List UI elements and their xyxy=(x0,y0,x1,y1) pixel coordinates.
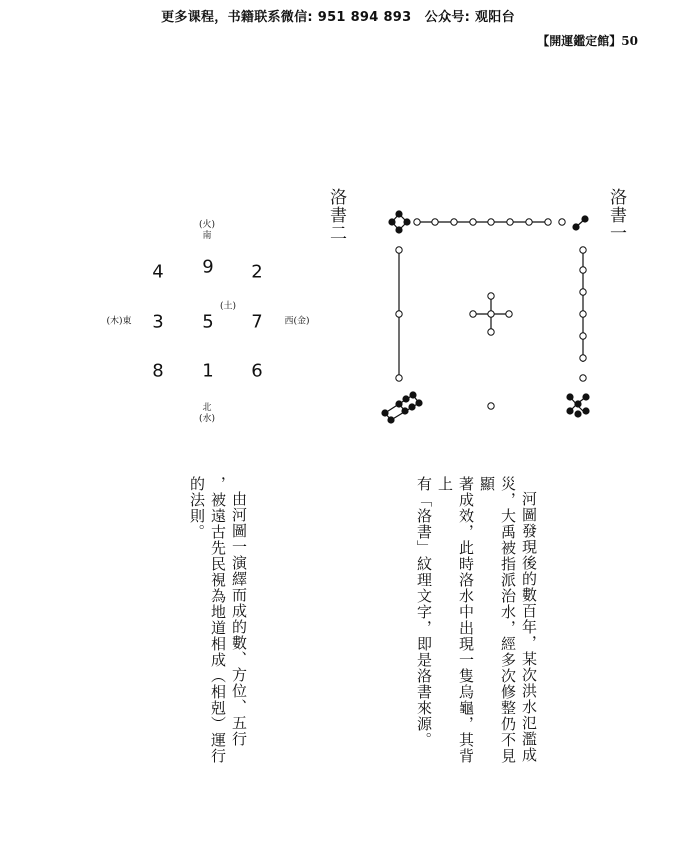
contact-banner: 更多课程，书籍联系微信: 951 894 893 公众号: 观阳台 xyxy=(161,10,515,25)
luoshu-origin-paragraph xyxy=(415,476,539,776)
luoshu-two-title: 洛書二 xyxy=(326,188,346,242)
luoshu-dot-diagram xyxy=(372,200,602,430)
luoshu-principle-paragraph xyxy=(163,476,249,776)
text-column: 有「洛書」紋理文字，即是洛書來源。 xyxy=(415,476,433,748)
text-column: 河圖發現後的數百年，某次洪水氾濫成 xyxy=(520,491,538,763)
grid-cell: 6 xyxy=(251,360,263,382)
grid-cell: 3 xyxy=(152,311,164,333)
center-element-label: (土) xyxy=(219,301,237,312)
text-column: 著成效，此時洛水中出現一隻烏龜，其背上 xyxy=(436,476,475,764)
east-label: (木)東 xyxy=(106,316,132,327)
text-column: 的法則。 xyxy=(188,476,206,540)
page-number: 【開運鑑定館】50 xyxy=(537,34,638,48)
text-column: ，被遠古先民視為地道相成（相剋）運行 xyxy=(209,476,227,764)
grid-cell: 4 xyxy=(152,261,164,283)
grid-cell: 5 xyxy=(202,311,214,333)
luoshu-one-title: 洛書一 xyxy=(606,188,626,242)
text-column: 災，大禹被指派治水，經多次修整仍不見顯 xyxy=(478,476,517,764)
grid-cell: 2 xyxy=(251,261,263,283)
grid-cell: 9 xyxy=(202,256,214,278)
luoshu-number-grid xyxy=(100,210,340,440)
west-label: 西(金) xyxy=(284,316,310,327)
text-column: 由河圖一演繹而成的數、方位、五行 xyxy=(230,491,248,747)
grid-cell: 1 xyxy=(202,360,214,382)
grid-cell: 8 xyxy=(152,360,164,382)
grid-cell: 7 xyxy=(251,311,263,333)
south-label: (火) 南 xyxy=(198,220,216,241)
north-label: 北 (水) xyxy=(198,403,216,424)
